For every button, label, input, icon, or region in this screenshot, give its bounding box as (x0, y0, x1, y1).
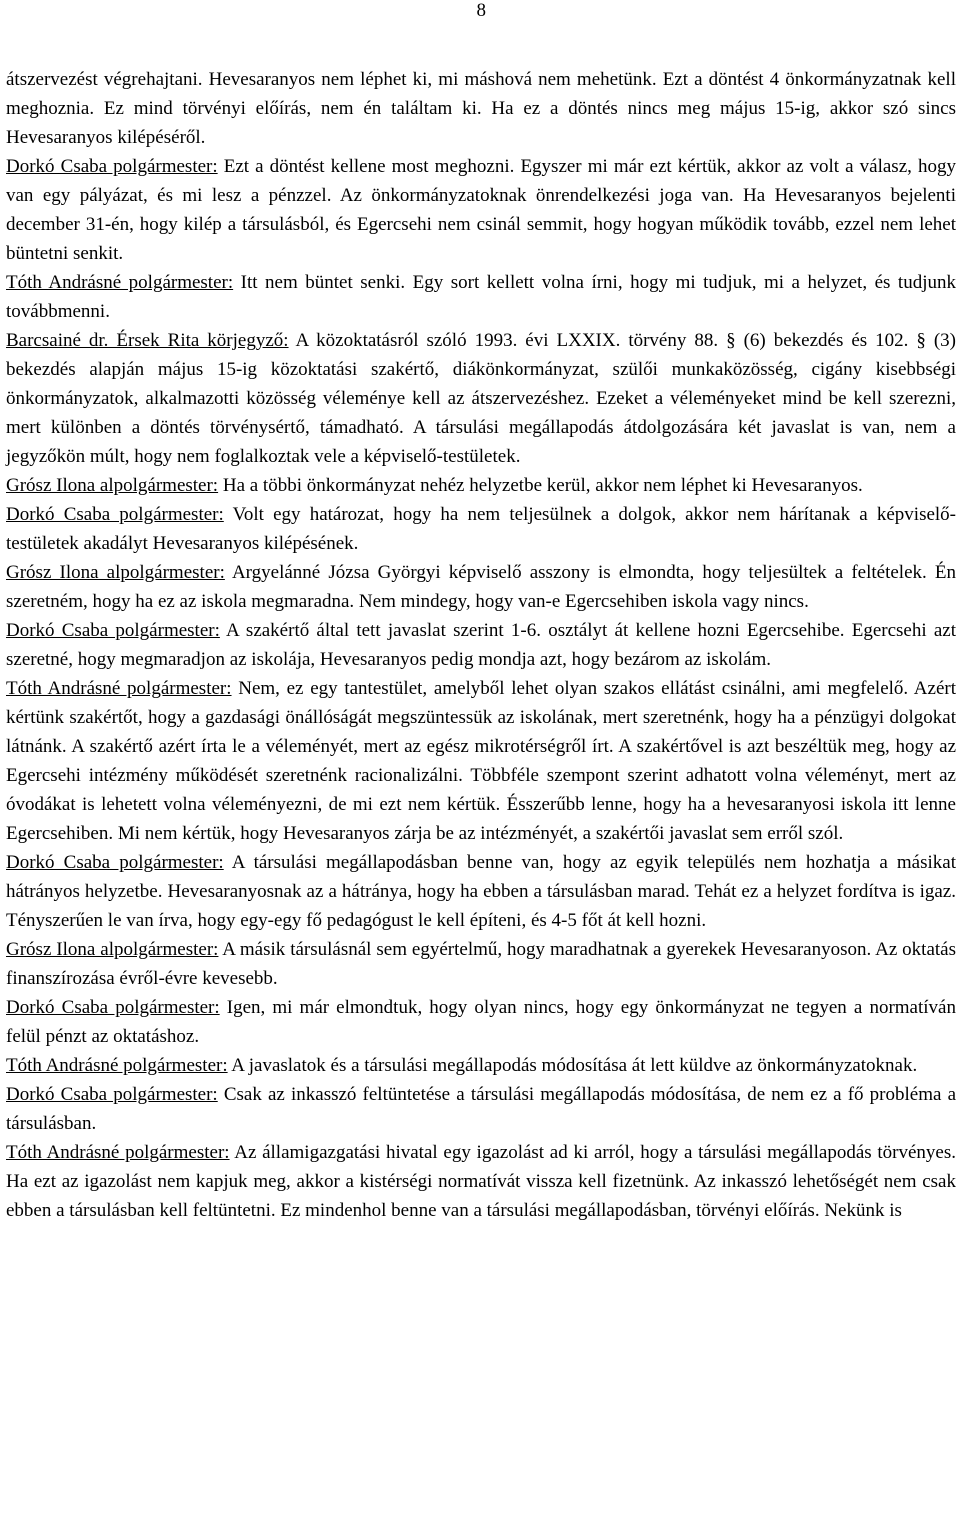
paragraph (6, 935, 956, 993)
paragraph (6, 616, 956, 674)
paragraph-text: Ha a többi önkormányzat nehéz helyzetbe kerül, akkor nem léphet ki Hevesaranyos. (218, 475, 863, 496)
paragraph (6, 152, 956, 268)
speaker-name: Tóth Andrásné polgármester: (6, 1055, 228, 1076)
paragraph-text: A társulási megállapodásban benne van, hogy az egyik település nem hozhatja a másikat hátrányos helyzetbe. Hevesaranyosnak az a hátránya, hogy ha ebben a társulásban marad. Tehát ez a helyzet fordítva is igaz. Tényszerűen le van írva, hogy egy-egy fő pedagógust le kell építeni, és 4-5 főt át kell hozni. (6, 852, 956, 931)
paragraph-text: Az államigazgatási hivatal egy igazolást ad ki arról, hogy a társulási megállapodás törvényes. Ha ezt az igazolást nem kapjuk meg, akkor a kistérségi normatívát vissza kell fizetnünk. Az inkasszó lehetőségét nem csak ebben a társulásban kell feltüntetni. Ez mindenhol benne van a társulási megállapodásban, törvényi előírás. Nekünk is (6, 1142, 956, 1221)
speaker-name: Grósz Ilona alpolgármester: (6, 939, 219, 960)
paragraph-text: A másik társulásnál sem egyértelmű, hogy maradhatnak a gyerekek Hevesaranyoson. Az oktatás finanszírozása évről-évre kevesebb. (6, 939, 956, 989)
paragraph (6, 993, 956, 1051)
document-body (6, 65, 956, 1225)
speaker-name: Grósz Ilona alpolgármester: (6, 562, 225, 583)
paragraph (6, 268, 956, 326)
speaker-name: Dorkó Csaba polgármester: (6, 1084, 218, 1105)
paragraph-text: Volt egy határozat, hogy ha nem teljesülnek a dolgok, akkor nem hárítanak a képviselő-testületek akadályt Hevesaranyos kilépésének. (6, 504, 957, 554)
paragraph-text: Argyelánné Józsa Györgyi képviselő asszony is elmondta, hogy teljesültek a feltételek. Én szeretném, hogy ha ez az iskola megmaradna. Nem mindegy, hogy van-e Egercsehiben iskola vagy nincs. (6, 562, 956, 612)
paragraph (6, 1080, 956, 1138)
paragraph-text: Nem, ez egy tantestület, amelyből lehet olyan szakos ellátást csinálni, ami megfelelő. Azért kértünk szakértőt, hogy a gazdasági önállóságát megszüntessük az iskolának, mert szeretnénk, hogy ha a pénzügyi dolgokat látnánk. A szakértő azért írta le a véleményét, mert az egész mikrotérségről írt. A szakértővel is azt beszéltük meg, hogy az Egercsehi intézmény működését szeretnénk racionalizálni. Többféle szempont szerint adhatott volna véleményt, mert az óvodákat is lehetett volna véleményezni, de mi ezt nem kértük. Ésszerűbb lenne, hogy ha a hevesaranyosi iskola itt lenne Egercsehiben. Mi nem kértük, hogy Hevesaranyos zárja be az intézményét, a szakértői javaslat sem erről szól. (6, 678, 957, 844)
paragraph (6, 326, 956, 471)
paragraph (6, 500, 956, 558)
paragraph-text: A közoktatásról szóló 1993. évi LXXIX. törvény 88. § (6) bekezdés és 102. § (3) bekezdés alapján május 15-ig közoktatási szakértő, diákönkormányzat, szülői munkaközösség, cigány kisebbségi önkormányzatok, alkalmazotti közösség véleménye kell az átszervezéshez. Ezeket a véleményeket mind be kell szerezni, mert különben a döntés törvénysértő, támadható. A társulási megállapodás átdolgozására két javaslat is van, nem a jegyzőkön múlt, hogy nem foglalkoztak vele a képviselő-testületek. (6, 330, 956, 467)
paragraph (6, 65, 956, 152)
speaker-name: Tóth Andrásné polgármester: (6, 678, 232, 699)
paragraph (6, 558, 956, 616)
speaker-name: Tóth Andrásné polgármester: (6, 1142, 230, 1163)
paragraph-text: Ezt a döntést kellene most meghozni. Egyszer mi már ezt kértük, akkor az volt a válasz, hogy van egy pályázat, és mi lesz a pénzzel. Az önkormányzatoknak önrendelkezési joga van. Ha Hevesaranyos bejelenti december 31-én, hogy kilép a társulásból, és Egercsehi nem csinál semmit, hogy hogyan működik tovább, ezzel nem lehet büntetni senkit. (6, 156, 956, 264)
speaker-name: Dorkó Csaba polgármester: (6, 852, 224, 873)
speaker-name: Dorkó Csaba polgármester: (6, 997, 220, 1018)
paragraph-text: Itt nem büntet senki. Egy sort kellett volna írni, hogy mi tudjuk, mi a helyzet, és tudjunk továbbmenni. (6, 272, 956, 322)
speaker-name: Barcsainé dr. Érsek Rita körjegyző: (6, 330, 289, 351)
paragraph-text: A javaslatok és a társulási megállapodás módosítása át lett küldve az önkormányzatoknak. (227, 1055, 918, 1076)
page-number: 8 (476, 0, 486, 21)
paragraph-text: átszervezést végrehajtani. Hevesaranyos nem léphet ki, mi máshová nem mehetünk. Ezt a döntést 4 önkormányzatnak kell meghoznia. Ez mind törvényi előírás, nem én találtam ki. Ha ez a döntés nincs meg május 15-ig, akkor szó sincs Hevesaranyos kilépéséről. (6, 69, 956, 148)
speaker-name: Dorkó Csaba polgármester: (6, 504, 224, 525)
paragraph-text: Igen, mi már elmondtuk, hogy olyan nincs, hogy egy önkormányzat ne tegyen a normatíván felül pénzt az oktatáshoz. (6, 997, 956, 1047)
paragraph (6, 674, 956, 848)
paragraph-text: Csak az inkasszó feltüntetése a társulási megállapodás módosítása, de nem ez a fő probléma a társulásban. (6, 1084, 956, 1134)
speaker-name: Tóth Andrásné polgármester: (6, 272, 234, 293)
paragraph (6, 848, 956, 935)
paragraph (6, 1051, 956, 1080)
speaker-name: Dorkó Csaba polgármester: (6, 156, 218, 177)
paragraph (6, 471, 956, 500)
paragraph (6, 1138, 956, 1225)
speaker-name: Grósz Ilona alpolgármester: (6, 475, 219, 496)
speaker-name: Dorkó Csaba polgármester: (6, 620, 220, 641)
paragraph-text: A szakértő által tett javaslat szerint 1-6. osztályt át kellene hozni Egercsehibe. Egercsehi azt szeretné, hogy megmaradjon az iskolája, Hevesaranyos pedig mondja azt, hogy bezárom az iskolám. (6, 620, 956, 670)
